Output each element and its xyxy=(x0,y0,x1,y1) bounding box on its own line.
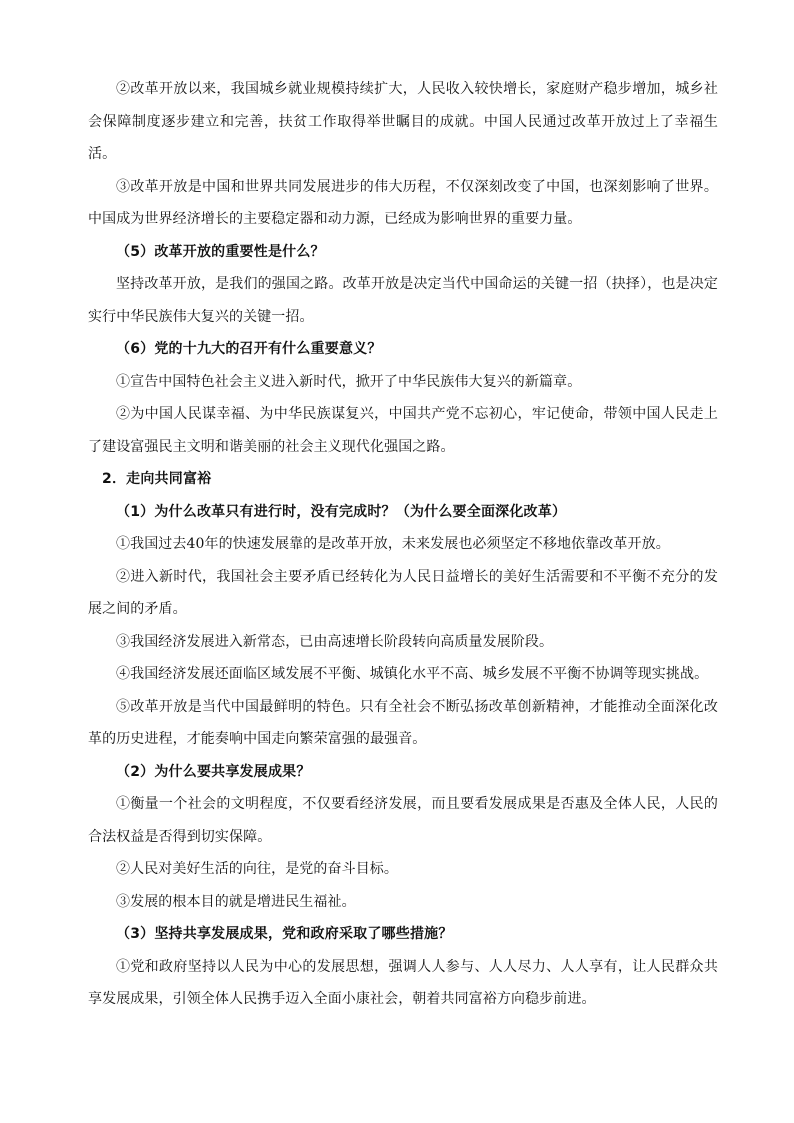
paragraph-party-goal: ②人民对美好生活的向往，是党的奋斗目标。 xyxy=(116,861,398,877)
document-body xyxy=(88,73,718,1016)
paragraph-challenges: ④我国经济发展还面临区域发展不平衡、城镇化水平不高、城乡发展不平衡不协调等现实挑战。 xyxy=(116,666,709,682)
paragraph-people-centered: ①党和政府坚持以人民为中心的发展思想，强调人人参与、人人尽力、人人享有，让人民群众共享发展成果，引领全体人民携手迈入全面小康社会，朝着共同富裕方向稳步前进。 xyxy=(88,958,718,1007)
paragraph-reform-benefits-people: ②改革开放以来，我国城乡就业规模持续扩大，人民收入较快增长，家庭财产稳步增加，城乡社会保障制度逐步建立和完善，扶贫工作取得举世瞩目的成就。中国人民通过改革开放过上了幸福生活。 xyxy=(88,81,718,162)
paragraph-reform-spirit: ⑤改革开放是当代中国最鲜明的特色。只有全社会不断弘扬改革创新精神，才能推动全面深化改革的历史进程，才能奏响中国走向繁荣富强的最强音。 xyxy=(88,698,718,747)
question-heading-6: （6）党的十九大的召开有什么重要意义？ xyxy=(116,341,382,357)
paragraph-forty-years: ①我国过去40年的快速发展靠的是改革开放，未来发展也必须坚定不移地依靠改革开放。 xyxy=(116,536,670,552)
question-heading-3: （3）坚持共享发展成果，党和政府采取了哪些措施？ xyxy=(116,926,453,942)
paragraph-new-era: ①宣告中国特色社会主义进入新时代，掀开了中华民族伟大复兴的新篇章。 xyxy=(116,373,582,390)
paragraph-reform-world-impact: ③改革开放是中国和世界共同发展进步的伟大历程，不仅深刻改变了中国，也深刻影响了世界。中国成为世界经济增长的主要稳定器和动力源，已经成为影响世界的重要力量。 xyxy=(88,178,718,227)
question-heading-1: （1）为什么改革只有进行时，没有完成时？（为什么要全面深化改革） xyxy=(116,503,567,520)
section-heading-common-prosperity: 2．走向共同富裕 xyxy=(102,471,212,487)
question-heading-2: （2）为什么要共享发展成果？ xyxy=(116,763,311,780)
paragraph-development-purpose: ③发展的根本目的就是增进民生福祉。 xyxy=(116,893,356,910)
paragraph-new-normal: ③我国经济发展进入新常态，已由高速增长阶段转向高质量发展阶段。 xyxy=(116,633,554,650)
question-heading-5: （5）改革开放的重要性是什么？ xyxy=(116,243,325,260)
paragraph-main-contradiction: ②进入新时代，我国社会主要矛盾已经转化为人民日益增长的美好生活需要和不平衡不充分的发展之间的矛盾。 xyxy=(88,568,718,617)
paragraph-reform-importance: 坚持改革开放，是我们的强国之路。改革开放是决定当代中国命运的关键一招（抉择），也是决定实行中华民族伟大复兴的关键一招。 xyxy=(88,276,718,325)
paragraph-original-aspiration: ②为中国人民谋幸福、为中华民族谋复兴，中国共产党不忘初心，牢记使命，带领中国人民走上了建设富强民主文明和谐美丽的社会主义现代化强国之路。 xyxy=(88,406,718,455)
paragraph-civilization-measure: ①衡量一个社会的文明程度，不仅要看经济发展，而且要看发展成果是否惠及全体人民，人民的合法权益是否得到切实保障。 xyxy=(88,796,718,845)
